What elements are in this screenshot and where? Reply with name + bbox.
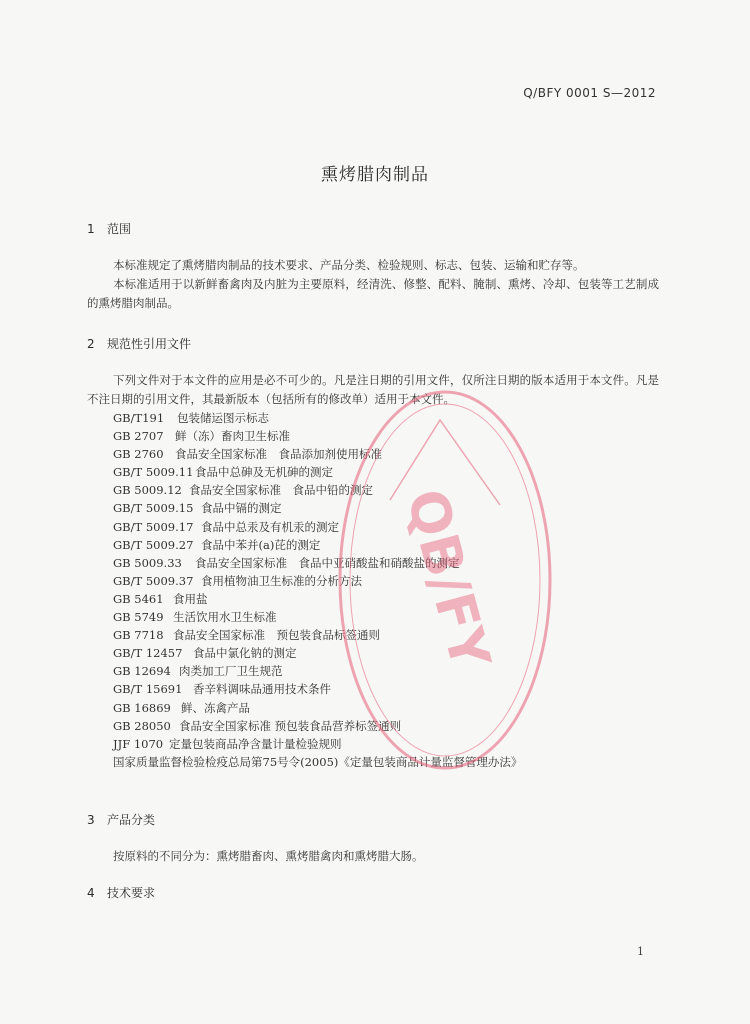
reference-title: 食品安全国家标准 食品添加剂使用标准: [175, 447, 382, 462]
reference-item: [113, 626, 522, 644]
reference-title: 香辛料调味品通用技术条件: [193, 682, 331, 697]
reference-item: [113, 518, 522, 536]
references-intro: [87, 371, 659, 409]
section-heading-classification: [87, 811, 155, 828]
section-heading-scope: [87, 220, 131, 237]
reference-code: GB 2760: [113, 447, 164, 462]
svg-text:QB/FY: QB/FY: [394, 482, 503, 676]
classification-paragraph: [87, 847, 659, 866]
reference-item: [113, 463, 522, 481]
paragraph: 本标准适用于以新鲜畜禽肉及内脏为主要原料，经清洗、修整、配料、腌制、熏烤、冷却、包装等工艺制成的熏烤腊肉制品。: [87, 277, 659, 310]
document-title: 熏烤腊肉制品: [321, 165, 429, 185]
section-title: 技术要求: [107, 886, 156, 900]
reference-title: 定量包装商品净含量计量检验规则: [169, 736, 342, 751]
reference-code: GB/T 5009.11: [113, 465, 194, 480]
reference-item: [113, 427, 522, 445]
section-heading-technical-requirements: [87, 884, 155, 901]
reference-title: 生活饮用水卫生标准: [173, 610, 277, 625]
reference-title: 鲜、冻禽产品: [181, 700, 250, 715]
reference-code: GB/T 5009.37: [113, 573, 194, 588]
reference-code: GB/T 5009.17: [113, 519, 194, 534]
reference-code: GB/T 12457: [113, 646, 183, 661]
reference-item: [113, 499, 522, 517]
reference-title: 国家质量监督检验检疫总局第75号令(2005)《定量包装商品计量监督管理办法》: [113, 754, 523, 769]
section-heading-references: [87, 335, 191, 352]
reference-title: 食品安全国家标准 食品中铅的测定: [189, 483, 373, 498]
standard-code: Q/BFY 0001 S—2012: [523, 86, 656, 100]
reference-item: [113, 680, 522, 698]
reference-code: GB 5009.33: [113, 555, 182, 570]
reference-code: GB 16869: [113, 700, 171, 715]
reference-item: [113, 699, 522, 717]
reference-code: JJF 1070: [113, 736, 164, 751]
reference-title: 食品中总汞及有机汞的测定: [201, 519, 339, 534]
reference-item: [113, 662, 522, 680]
reference-item: [113, 717, 522, 735]
reference-title: 食品安全国家标准 预包装食品标签通则: [173, 628, 380, 643]
reference-code: GB 28050: [113, 718, 171, 733]
section-title: 范围: [107, 222, 132, 236]
reference-code: GB 5009.12: [113, 483, 182, 498]
reference-item: [113, 590, 522, 608]
reference-item: [113, 572, 522, 590]
reference-title: 食品中氯化钠的测定: [193, 646, 297, 661]
reference-title: 食品中镉的测定: [201, 501, 282, 516]
reference-item: [113, 735, 522, 753]
reference-title: 食品中苯并(a)芘的测定: [201, 537, 321, 552]
section-number: 2: [87, 337, 95, 351]
page-number: 1: [637, 945, 644, 958]
reference-title: 食用植物油卫生标准的分析方法: [201, 573, 362, 588]
reference-item: [113, 644, 522, 662]
reference-code: GB/T 5009.15: [113, 501, 194, 516]
reference-code: GB 5749: [113, 610, 164, 625]
reference-code: GB/T191: [113, 411, 165, 425]
reference-code: GB 7718: [113, 628, 164, 643]
section-number: 4: [87, 886, 95, 900]
reference-title: 食品中总砷及无机砷的测定: [195, 465, 333, 480]
scope-paragraphs: [87, 256, 659, 313]
reference-title: 鲜（冻）畜肉卫生标准: [175, 429, 290, 444]
paragraph: 按原料的不同分为：熏烤腊畜肉、熏烤腊禽肉和熏烤腊大肠。: [113, 849, 424, 863]
section-title: 规范性引用文件: [107, 337, 192, 351]
reference-title: 包装储运图示标志: [177, 411, 269, 425]
paragraph: 下列文件对于本文件的应用是必不可少的。凡是注日期的引用文件，仅所注日期的版本适用于本文件。凡是不注日期的引用文件，其最新版本（包括所有的修改单）适用于本文件。: [87, 373, 659, 406]
reference-title: 食用盐: [173, 591, 208, 606]
reference-item: [113, 445, 522, 463]
reference-item: [113, 554, 522, 572]
reference-item: [113, 753, 522, 771]
reference-title: 食品安全国家标准 预包装食品营养标签通则: [179, 718, 402, 733]
section-title: 产品分类: [107, 813, 156, 827]
reference-code: GB 2707: [113, 429, 164, 444]
reference-item: [113, 536, 522, 554]
reference-code: GB/T 5009.27: [113, 537, 194, 552]
reference-code: GB/T 15691: [113, 682, 183, 697]
reference-code: GB 12694: [113, 664, 171, 679]
reference-item: [113, 608, 522, 626]
reference-item: [113, 409, 522, 427]
paragraph: 本标准规定了熏烤腊肉制品的技术要求、产品分类、检验规则、标志、包装、运输和贮存等。: [113, 258, 585, 272]
reference-item: [113, 481, 522, 499]
section-number: 3: [87, 813, 95, 827]
section-number: 1: [87, 222, 95, 236]
reference-list: [113, 409, 522, 771]
reference-title: 食品安全国家标准 食品中亚硝酸盐和硝酸盐的测定: [195, 555, 460, 570]
reference-title: 肉类加工厂卫生规范: [179, 664, 283, 679]
reference-code: GB 5461: [113, 591, 164, 606]
